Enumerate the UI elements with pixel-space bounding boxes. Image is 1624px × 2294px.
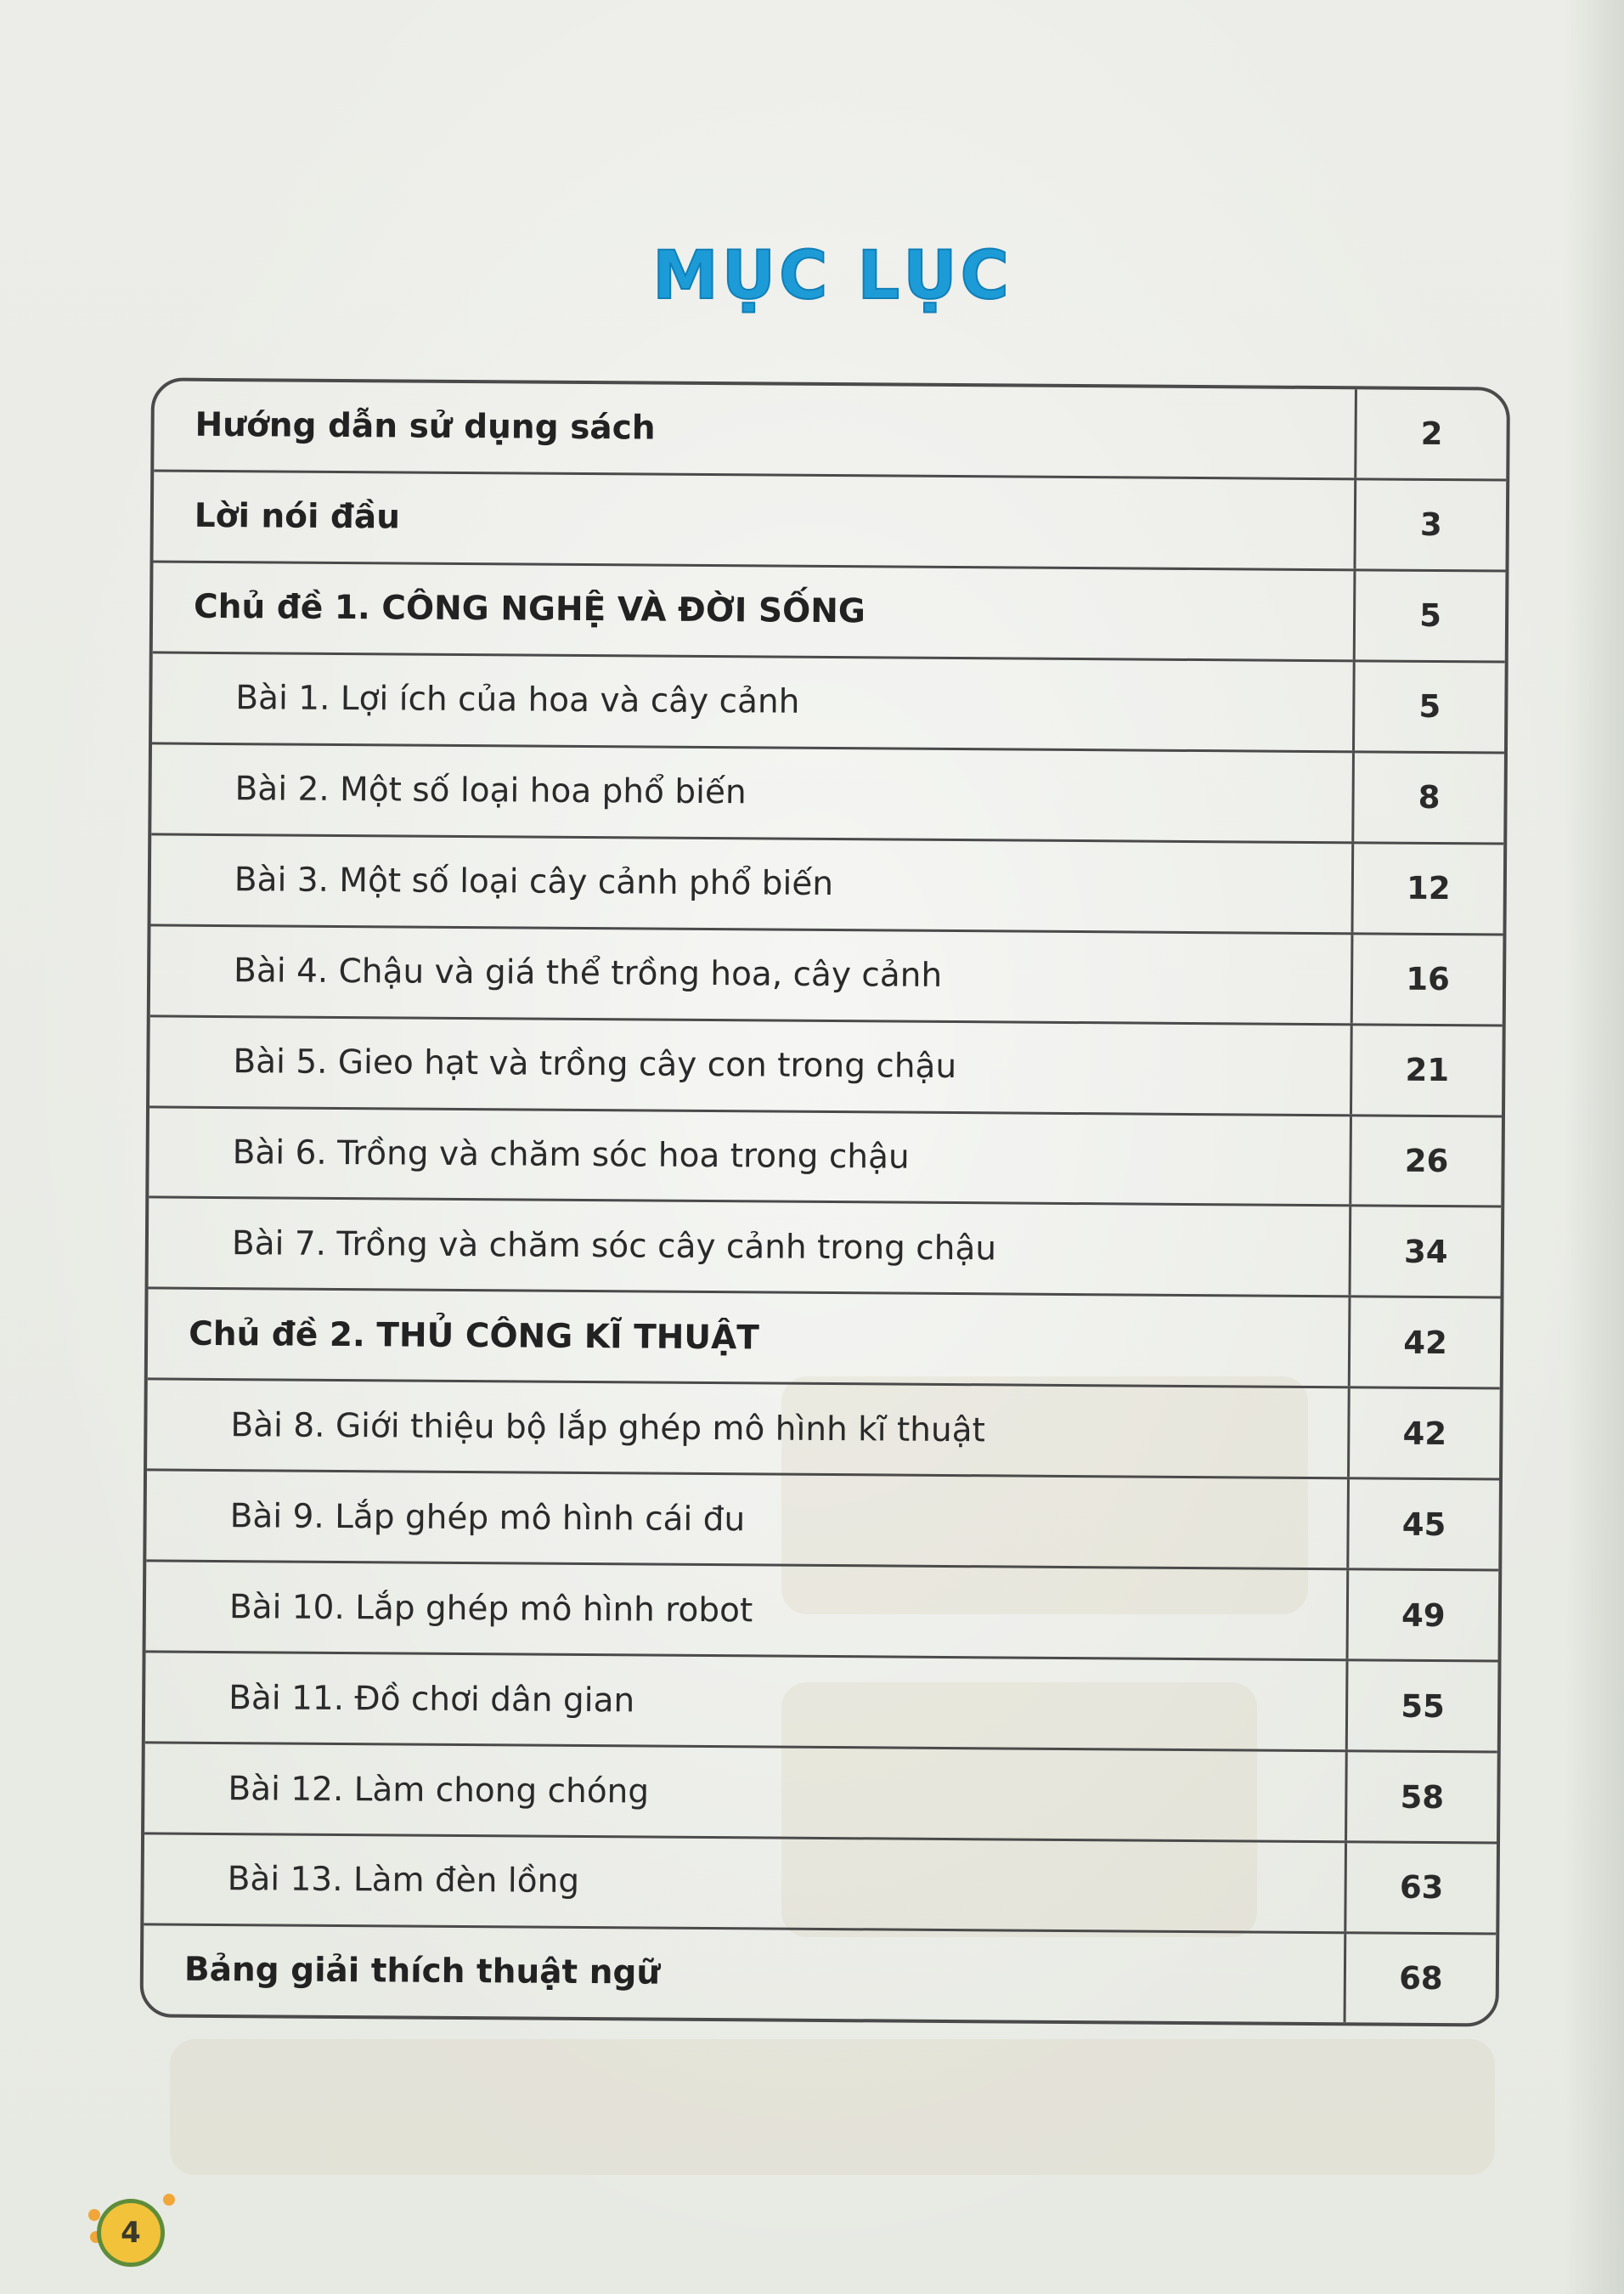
toc-row (149, 1108, 1502, 1208)
toc-page-number: 3 (1419, 506, 1442, 544)
toc-table (144, 381, 1507, 2023)
toc-row (153, 472, 1506, 572)
page-edge-shadow (1565, 0, 1624, 2294)
toc-lesson-title: Bài 2. Một số loại hoa phổ biến (151, 744, 1355, 841)
toc-row (150, 926, 1503, 1026)
decor-dot (163, 2194, 175, 2206)
toc-page-number: 63 (1399, 1869, 1444, 1907)
toc-lesson-title: Bài 12. Làm chong chóng (144, 1743, 1348, 1840)
toc-row (154, 381, 1507, 481)
toc-section-title: Bảng giải thích thuật ngữ (144, 1925, 1347, 2022)
toc-page-number: 34 (1403, 1233, 1448, 1271)
toc-page-number: 49 (1401, 1596, 1446, 1634)
toc-row (149, 1199, 1502, 1299)
toc-row (144, 1834, 1497, 1935)
page-title: MỤC LỤC (652, 238, 1012, 314)
toc-row (153, 562, 1506, 663)
toc-section-title: Hướng dẫn sử dụng sách (154, 381, 1357, 477)
toc-row (147, 1381, 1500, 1481)
toc-row (152, 653, 1505, 754)
toc-page-number: 16 (1406, 960, 1451, 998)
toc-row (144, 1925, 1497, 2023)
toc-row (151, 744, 1504, 845)
toc-page-number: 58 (1400, 1778, 1445, 1816)
toc-lesson-title: Bài 1. Lợi ích của hoa và cây cảnh (152, 653, 1356, 750)
toc-lesson-title: Bài 4. Chậu và giá thể trồng hoa, cây cảnh (150, 926, 1354, 1023)
page-number-badge (88, 2190, 173, 2275)
page-number: 4 (121, 2216, 141, 2250)
toc-lesson-title: Bài 7. Trồng và chăm sóc cây cảnh trong chậu (149, 1199, 1352, 1296)
toc-page-number: 45 (1401, 1506, 1446, 1543)
toc-row (149, 1017, 1503, 1117)
toc-page-number: 42 (1402, 1415, 1447, 1452)
toc-row (146, 1562, 1499, 1663)
toc-page-number: 8 (1418, 779, 1441, 816)
toc-lesson-title: Bài 8. Giới thiệu bộ lắp ghép mô hình kĩ thuật (147, 1381, 1351, 1478)
table-of-contents (140, 377, 1510, 2026)
toc-lesson-title: Bài 13. Làm đèn lồng (144, 1834, 1347, 1931)
toc-section-title: Lời nói đầu (154, 472, 1357, 568)
toc-lesson-title: Bài 10. Lắp ghép mô hình robot (146, 1562, 1350, 1659)
toc-page-number: 12 (1406, 869, 1451, 907)
toc-lesson-title: Bài 3. Một số loại cây cảnh phổ biến (151, 835, 1355, 932)
toc-page-number: 21 (1405, 1051, 1450, 1089)
toc-row (151, 835, 1504, 935)
toc-lesson-title: Bài 11. Đồ chơi dân gian (145, 1653, 1349, 1750)
toc-row (148, 1290, 1501, 1390)
toc-page-number: 55 (1401, 1687, 1446, 1725)
toc-row (144, 1743, 1497, 1844)
toc-page-number: 5 (1418, 688, 1441, 726)
toc-page-number: 42 (1403, 1324, 1448, 1361)
show-through-illustration (170, 2039, 1495, 2175)
toc-page-number: 68 (1399, 1960, 1443, 1997)
toc-row (145, 1653, 1498, 1754)
toc-lesson-title: Bài 9. Lắp ghép mô hình cái đu (146, 1472, 1350, 1568)
toc-section-title: Chủ đề 1. CÔNG NGHỆ VÀ ĐỜI SỐNG (153, 562, 1356, 659)
toc-lesson-title: Bài 6. Trồng và chăm sóc hoa trong chậu (149, 1108, 1352, 1205)
toc-page-number: 5 (1419, 597, 1442, 635)
toc-page-number: 26 (1404, 1142, 1449, 1180)
toc-lesson-title: Bài 5. Gieo hạt và trồng cây con trong chậu (149, 1017, 1353, 1114)
toc-page-number: 2 (1420, 415, 1443, 453)
toc-section-title: Chủ đề 2. THỦ CÔNG KĨ THUẬT (148, 1290, 1351, 1387)
toc-row (146, 1472, 1499, 1572)
